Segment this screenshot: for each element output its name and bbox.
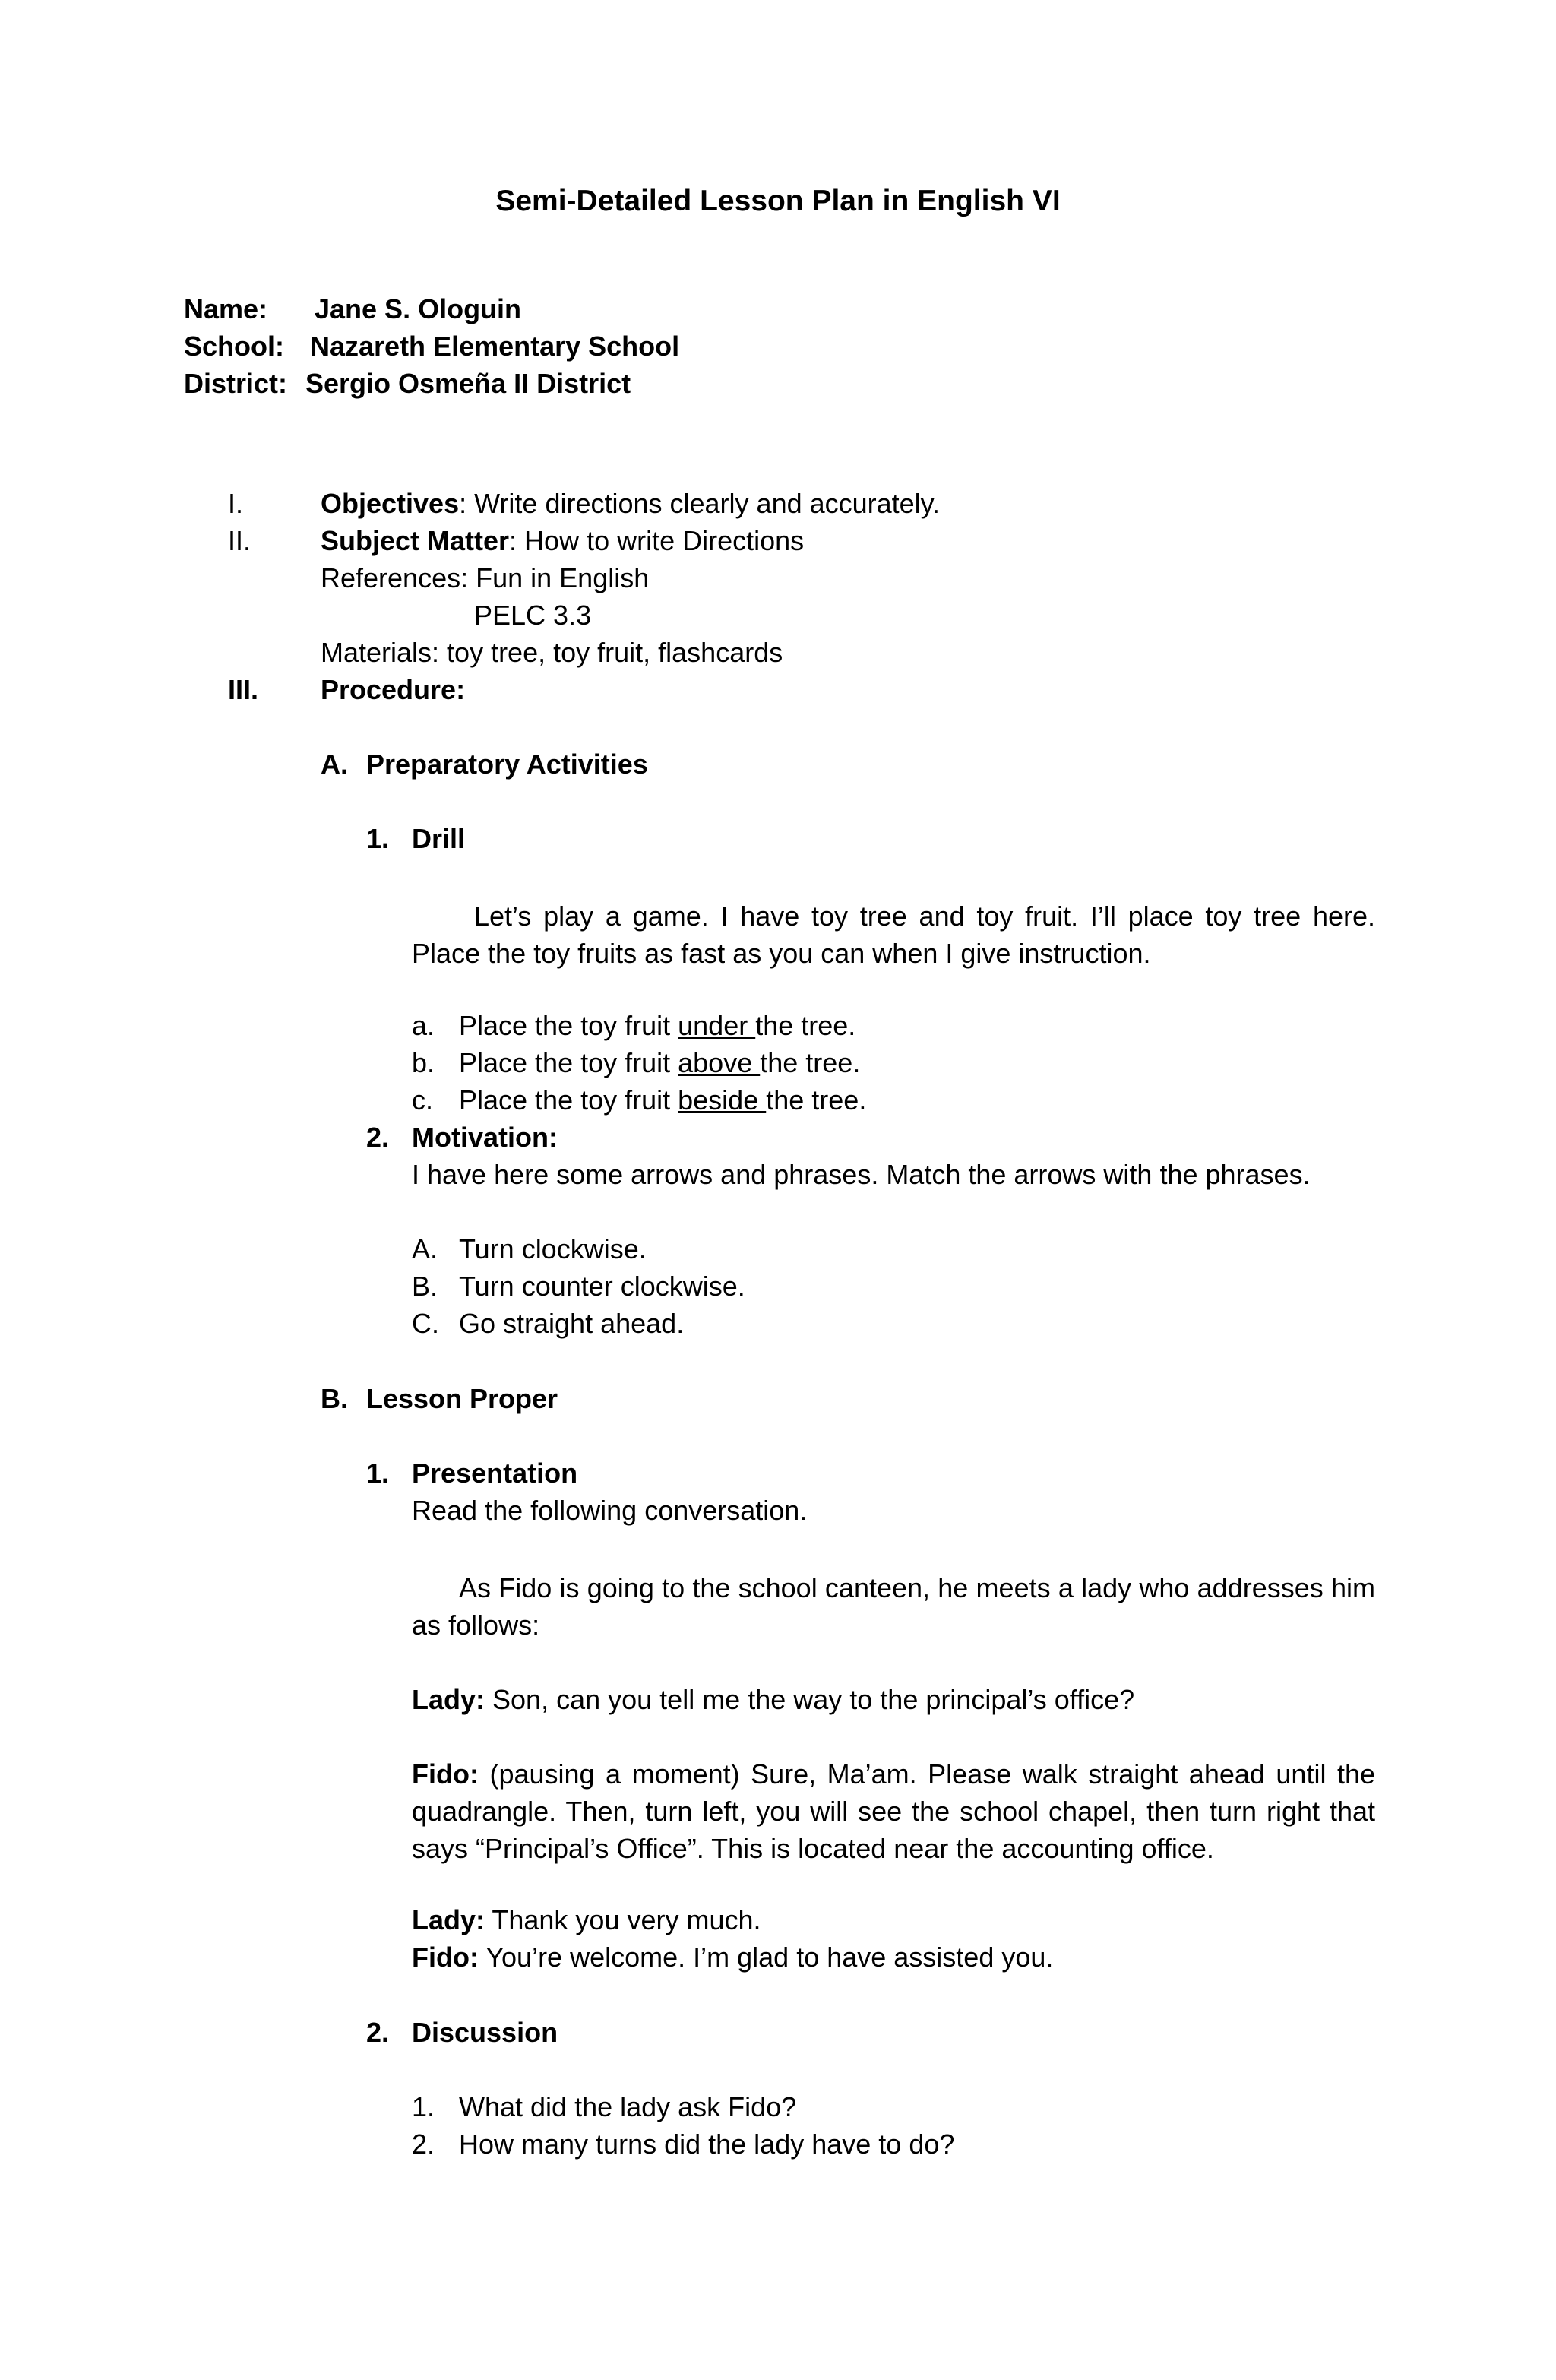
drill-item-c-underlined: beside xyxy=(678,1084,767,1116)
dialogue-text-3: Thank you very much. xyxy=(485,1904,761,1935)
dialogue-text-1: Son, can you tell me the way to the principal’s office? xyxy=(485,1684,1135,1715)
school-label: School: xyxy=(184,331,284,362)
pelc-line: PELC 3.3 xyxy=(474,600,592,631)
name-label: Name: xyxy=(184,293,268,324)
motivation-item-b: Turn counter clockwise. xyxy=(459,1271,745,1302)
discussion-heading: Discussion xyxy=(412,2017,558,2048)
motivation-text: I have here some arrows and phrases. Match the arrows with the phrases. xyxy=(412,1159,1311,1190)
objectives-label: Objectives xyxy=(321,488,460,519)
discussion-item-2: How many turns did the lady have to do? xyxy=(459,2128,955,2160)
drill-item-b xyxy=(459,1047,860,1079)
drill-paragraph: Let’s play a game. I have toy tree and toy fruit. I’ll place toy tree here. Place the toy fruits as fast as you can when I give instruction. xyxy=(412,900,1375,969)
drill-item-c-after: the tree. xyxy=(766,1084,867,1116)
drill-item-a-marker: a. xyxy=(412,1010,435,1041)
subject-matter-text: : How to write Directions xyxy=(509,525,805,556)
drill-number: 1. xyxy=(366,823,390,854)
dialogue-text-2: (pausing a moment) Sure, Ma’am. Please walk straight ahead until the quadrangle. Then, turn left, you will see the school chapel, then turn right that says “Principal’s Office”. This is located near the accounting office. xyxy=(412,1758,1375,1864)
procedure-number: III. xyxy=(228,674,259,705)
motivation-item-c: Go straight ahead. xyxy=(459,1308,685,1339)
subject-matter-number: II. xyxy=(228,525,251,556)
materials-line: Materials: toy tree, toy fruit, flashcards xyxy=(321,637,783,668)
dialogue-line-1 xyxy=(412,1681,1375,1718)
drill-item-b-marker: b. xyxy=(412,1047,435,1078)
subject-matter-line xyxy=(321,525,804,557)
dialogue-line-3 xyxy=(412,1904,761,1936)
drill-item-b-underlined: above xyxy=(678,1047,761,1078)
drill-item-a xyxy=(459,1010,855,1042)
drill-item-a-before: Place the toy fruit xyxy=(459,1010,678,1041)
motivation-number: 2. xyxy=(366,1122,390,1153)
presentation-number: 1. xyxy=(366,1457,390,1489)
prep-heading: Preparatory Activities xyxy=(366,748,648,780)
story-paragraph: As Fido is going to the school canteen, he meets a lady who addresses him as follows: xyxy=(412,1572,1375,1641)
motivation-item-a: Turn clockwise. xyxy=(459,1233,647,1264)
motivation-item-a-marker: A. xyxy=(412,1233,438,1264)
presentation-heading: Presentation xyxy=(412,1457,578,1489)
drill-item-c-before: Place the toy fruit xyxy=(459,1084,678,1116)
dialogue-line-2 xyxy=(412,1755,1375,1867)
discussion-item-1: What did the lady ask Fido? xyxy=(459,2091,797,2122)
dialogue-speaker-2: Fido: xyxy=(412,1758,479,1790)
motivation-heading: Motivation: xyxy=(412,1122,558,1153)
objectives-text: : Write directions clearly and accurately. xyxy=(459,488,941,519)
objectives-line xyxy=(321,488,940,520)
district-label: District: xyxy=(184,368,288,399)
objectives-number: I. xyxy=(228,488,244,519)
motivation-item-c-marker: C. xyxy=(412,1308,439,1339)
drill-item-a-after: the tree. xyxy=(755,1010,856,1041)
lesson-letter: B. xyxy=(321,1383,348,1414)
school-value: Nazareth Elementary School xyxy=(310,331,680,362)
dialogue-speaker-4: Fido: xyxy=(412,1942,479,1973)
drill-item-a-underlined: under xyxy=(678,1010,756,1041)
procedure-heading: Procedure: xyxy=(321,674,466,705)
drill-heading: Drill xyxy=(412,823,466,854)
dialogue-line-4 xyxy=(412,1942,1053,1973)
discussion-number: 2. xyxy=(366,2017,390,2048)
presentation-intro: Read the following conversation. xyxy=(412,1495,808,1526)
discussion-item-2-marker: 2. xyxy=(412,2128,435,2160)
dialogue-speaker-1: Lady: xyxy=(412,1684,485,1715)
references-line: References: Fun in English xyxy=(321,562,650,593)
subject-matter-label: Subject Matter xyxy=(321,525,510,556)
drill-item-c xyxy=(459,1084,866,1116)
prep-letter: A. xyxy=(321,748,348,780)
dialogue-speaker-3: Lady: xyxy=(412,1904,485,1935)
discussion-item-1-marker: 1. xyxy=(412,2091,435,2122)
lesson-heading: Lesson Proper xyxy=(366,1383,558,1414)
drill-item-c-marker: c. xyxy=(412,1084,434,1116)
motivation-item-b-marker: B. xyxy=(412,1271,438,1302)
drill-item-b-after: the tree. xyxy=(760,1047,861,1078)
district-value: Sergio Osmeña II District xyxy=(305,368,631,399)
drill-item-b-before: Place the toy fruit xyxy=(459,1047,678,1078)
name-value: Jane S. Ologuin xyxy=(315,293,522,324)
dialogue-text-4: You’re welcome. I’m glad to have assisted you. xyxy=(478,1942,1054,1973)
document-title: Semi-Detailed Lesson Plan in English VI xyxy=(495,185,1061,217)
